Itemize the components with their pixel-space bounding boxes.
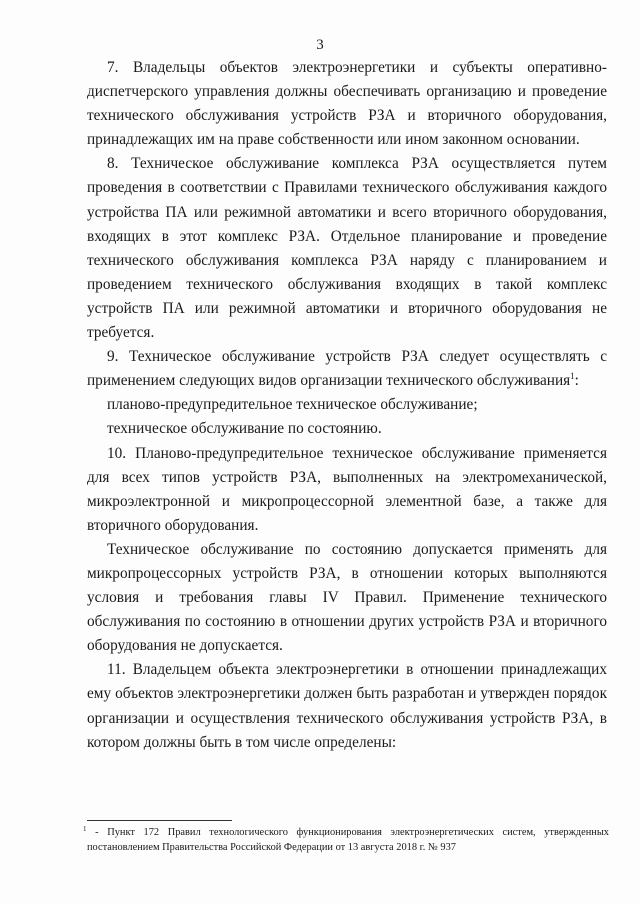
footnote-text: - Пункт 172 Правил технологического функционирования электроэнергетических систем, утвержденных постановлением Правительства Российской Федерации от 13 августа 2018 г. № 937 <box>87 827 609 853</box>
list-item-condition-maintenance: техническое обслуживание по состоянию. <box>107 420 382 438</box>
paragraph-7: 7. Владельцы объектов электроэнергетики и субъекты оперативно-диспетчерского управления должны обеспечивать организацию и проведение технического обслуживания устройств РЗА и вторичного оборудования, принадлежащих им на праве собственности или ином законном основании. <box>87 59 607 149</box>
page-number: 3 <box>316 37 324 53</box>
paragraph-8: 8. Техническое обслуживание комплекса РЗА осуществляется путем проведения в соответствии с Правилами технического обслуживания каждого устройства ПА или режимной автоматики и всего вторичного оборудования, входящих в этот комплекс РЗА. Отдельное планирование и проведение технического обслуживания комплекса РЗА наряду с планированием и проведением технического обслуживания входящих в такой комплекс устройств ПА или режимной автоматики и вторичного оборудования не требуется. <box>87 155 607 342</box>
footnote <box>83 825 609 855</box>
paragraph-10: 10. Планово-предупредительное техническое обслуживание применяется для всех типов устройств РЗА, выполненных на электромеханической, микроэлектронной и микропроцессорной элементной базе, а также для вторичного оборудования. <box>87 444 607 534</box>
paragraph-11: 11. Владельцем объекта электроэнергетики в отношении принадлежащих ему объектов электроэнергетики должен быть разработан и утвержден порядок организации и осуществления технического обслуживания устройств РЗА, в котором должны быть в том числе определены: <box>87 661 607 751</box>
footnote-mark: 1 <box>83 825 87 833</box>
paragraph-10-condition: Техническое обслуживание по состоянию допускается применять для микропроцессорных устройств РЗА, в отношении которых выполняются условия и требования главы IV Правил. Применение технического обслуживания по состоянию в отношении других устройств РЗА и вторичного оборудования не допускается. <box>87 540 607 655</box>
footnote-separator <box>87 820 232 821</box>
footnote-reference: 1 <box>570 371 575 382</box>
document-body <box>87 56 607 755</box>
paragraph-9-colon: : <box>574 372 579 390</box>
list-item-planned-maintenance: планово-предупредительное техническое обслуживание; <box>107 396 478 414</box>
paragraph-9 <box>87 345 607 393</box>
paragraph-9-text: 9. Техническое обслуживание устройств РЗА следует осуществлять с применением следующих видов организации технического обслуживания <box>87 348 607 390</box>
